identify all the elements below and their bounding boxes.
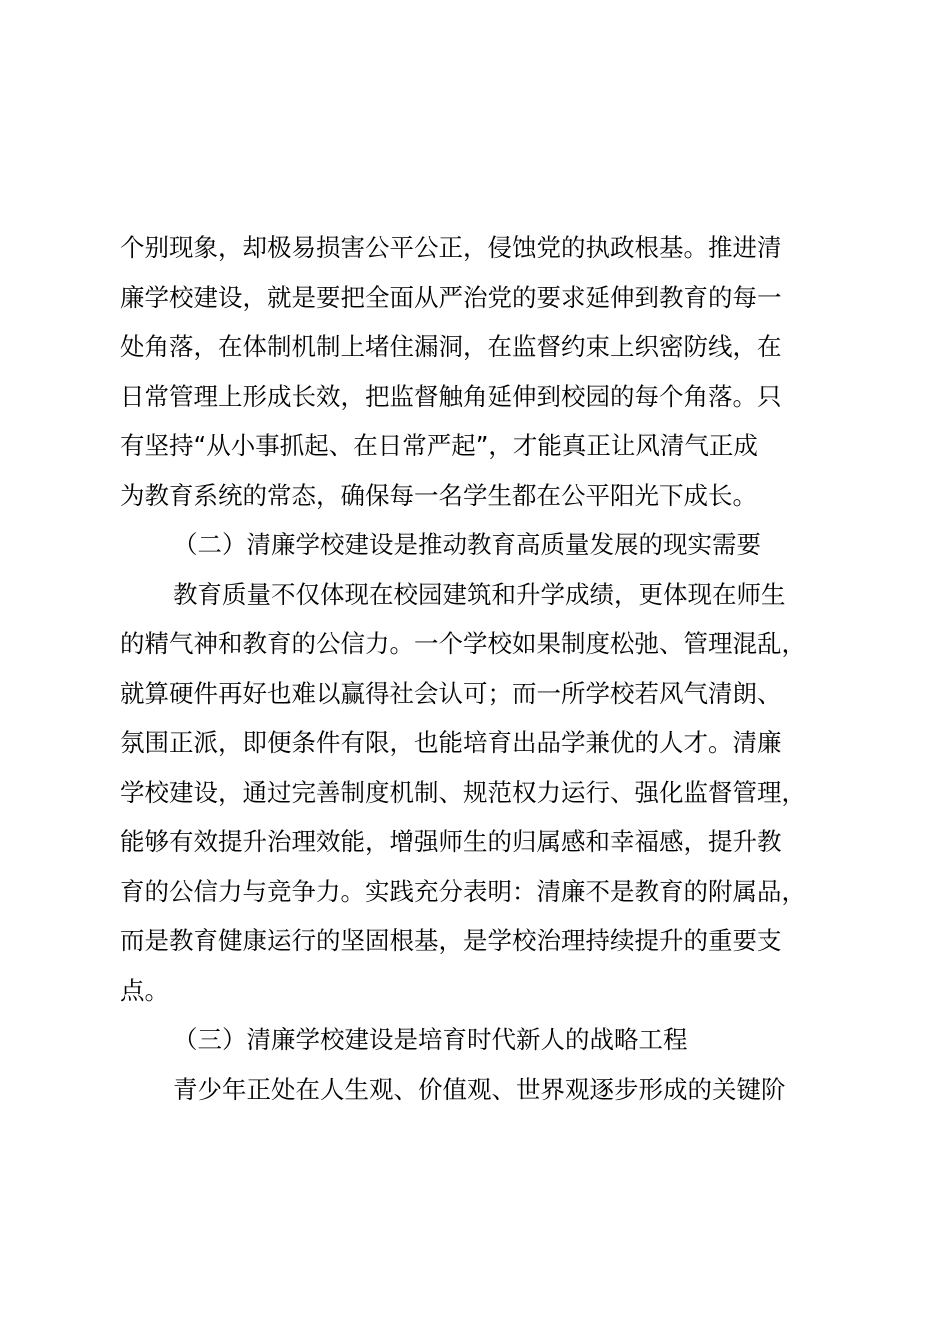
text-line: 教育质量不仅体现在校园建筑和升学成绩，更体现在师生 [173, 579, 786, 609]
text-line: 为教育系统的常态，确保每一名学生都在公平阳光下成长。 [120, 480, 757, 510]
text-line: 个别现象，却极易损害公平公正，侵蚀党的执政根基。推进清 [120, 233, 782, 262]
text-line: 廉学校建设，就是要把全面从严治党的要求延伸到教育的每一 [120, 282, 782, 312]
text-line: 就算硬件再好也难以赢得社会认可；而一所学校若风气清朗、 [120, 678, 782, 708]
text-line: 学校建设，通过完善制度机制、规范权力运行、强化监督管理， [120, 777, 806, 807]
paragraph-1 [120, 223, 832, 520]
text-line: 氛围正派，即便条件有限，也能培育出品学兼优的人才。清廉 [120, 728, 782, 757]
text-line: 点。 [120, 975, 169, 1005]
text-line: 处角落，在体制机制上堵住漏洞，在监督约束上织密防线，在 [120, 332, 782, 361]
section-heading-2: （二）清廉学校建设是推动教育高质量发展的现实需要 [173, 530, 761, 559]
section-heading-3: （三）清廉学校建设是培育时代新人的战略工程 [173, 1025, 688, 1054]
document-body [120, 223, 832, 1114]
text-line: 而是教育健康运行的坚固根基，是学校治理持续提升的重要支 [120, 926, 782, 955]
text-line: 青少年正处在人生观、价值观、世界观逐步形成的关键阶 [173, 1074, 786, 1104]
paragraph-3 [120, 1065, 832, 1115]
text-line: 能够有效提升治理效能，增强师生的归属感和幸福感，提升教 [120, 827, 782, 856]
text-line: 有坚持“从小事抓起、在日常严起”，才能真正让风清气正成 [120, 431, 758, 460]
text-line: 的精气神和教育的公信力。一个学校如果制度松弛、管理混乱， [120, 629, 806, 658]
text-line: 日常管理上形成长效，把监督触角延伸到校园的每个角落。只 [120, 381, 782, 411]
paragraph-2 [120, 570, 832, 1016]
text-line: 育的公信力与竞争力。实践充分表明：清廉不是教育的附属品， [120, 876, 806, 906]
